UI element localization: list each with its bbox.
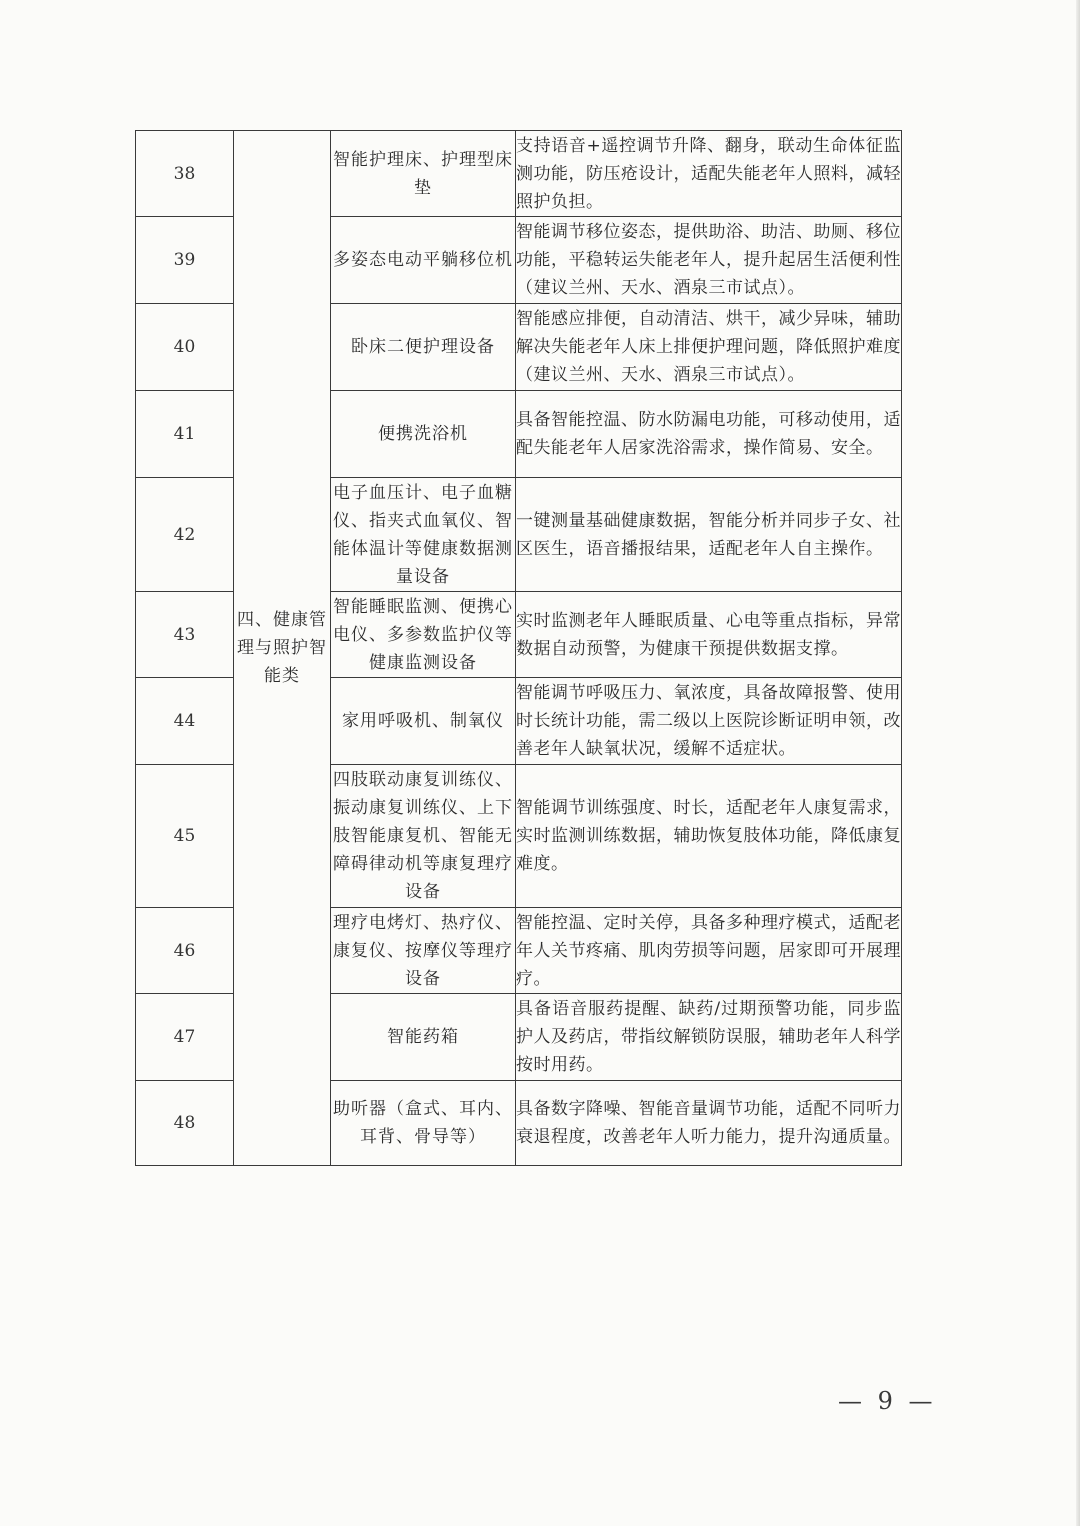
device-description: 具备语音服药提醒、缺药/过期预警功能，同步监护人及药店，带指纹解锁防误服，辅助老年人科学按时用药。 [516,994,902,1081]
table-row [136,131,902,217]
page-edge-shadow [1076,0,1080,1526]
device-description: 支持语音+遥控调节升降、翻身，联动生命体征监测功能，防压疮设计，适配失能老年人照料，减轻照护负担。 [516,131,902,217]
device-name: 四肢联动康复训练仪、振动康复训练仪、上下肢智能康复机、智能无障碍律动机等康复理疗设备 [331,765,516,908]
row-number: 41 [136,391,234,478]
device-description: 智能调节训练强度、时长，适配老年人康复需求，实时监测训练数据，辅助恢复肢体功能，降低康复难度。 [516,765,902,908]
row-number: 48 [136,1081,234,1166]
row-number: 46 [136,908,234,994]
device-name: 便携洗浴机 [331,391,516,478]
device-description: 智能调节移位姿态，提供助浴、助洁、助厕、移位功能，平稳转运失能老年人，提升起居生活便利性（建议兰州、天水、酒泉三市试点）。 [516,217,902,304]
row-number: 45 [136,765,234,908]
row-number: 43 [136,592,234,678]
device-description: 智能控温、定时关停，具备多种理疗模式，适配老年人关节疼痛、肌肉劳损等问题，居家即可开展理疗。 [516,908,902,994]
device-description: 实时监测老年人睡眠质量、心电等重点指标，异常数据自动预警，为健康干预提供数据支撑。 [516,592,902,678]
device-name: 多姿态电动平躺移位机 [331,217,516,304]
device-description: 智能感应排便，自动清洁、烘干，减少异味，辅助解决失能老年人床上排便护理问题，降低照护难度（建议兰州、天水、酒泉三市试点）。 [516,304,902,391]
device-name: 理疗电烤灯、热疗仪、康复仪、按摩仪等理疗设备 [331,908,516,994]
device-description: 具备智能控温、防水防漏电功能，可移动使用，适配失能老年人居家洗浴需求，操作简易、安全。 [516,391,902,478]
row-number: 47 [136,994,234,1081]
device-name: 助听器（盒式、耳内、耳背、骨导等） [331,1081,516,1166]
device-name: 电子血压计、电子血糖仪、指夹式血氧仪、智能体温计等健康数据测量设备 [331,478,516,592]
row-number: 39 [136,217,234,304]
category-cell: 四、健康管理与照护智能类 [234,131,331,1166]
equipment-catalog-table [135,130,902,1166]
device-name: 智能护理床、护理型床垫 [331,131,516,217]
device-name: 智能药箱 [331,994,516,1081]
row-number: 40 [136,304,234,391]
device-name: 智能睡眠监测、便携心电仪、多参数监护仪等健康监测设备 [331,592,516,678]
device-description: 智能调节呼吸压力、氧浓度，具备故障报警、使用时长统计功能，需二级以上医院诊断证明申领，改善老年人缺氧状况，缓解不适症状。 [516,678,902,765]
device-name: 卧床二便护理设备 [331,304,516,391]
row-number: 38 [136,131,234,217]
device-description: 一键测量基础健康数据，智能分析并同步子女、社区医生，语音播报结果，适配老年人自主操作。 [516,478,902,592]
page-number: — 9 — [838,1387,937,1415]
row-number: 44 [136,678,234,765]
device-description: 具备数字降噪、智能音量调节功能，适配不同听力衰退程度，改善老年人听力能力，提升沟通质量。 [516,1081,902,1166]
device-name: 家用呼吸机、制氧仪 [331,678,516,765]
row-number: 42 [136,478,234,592]
